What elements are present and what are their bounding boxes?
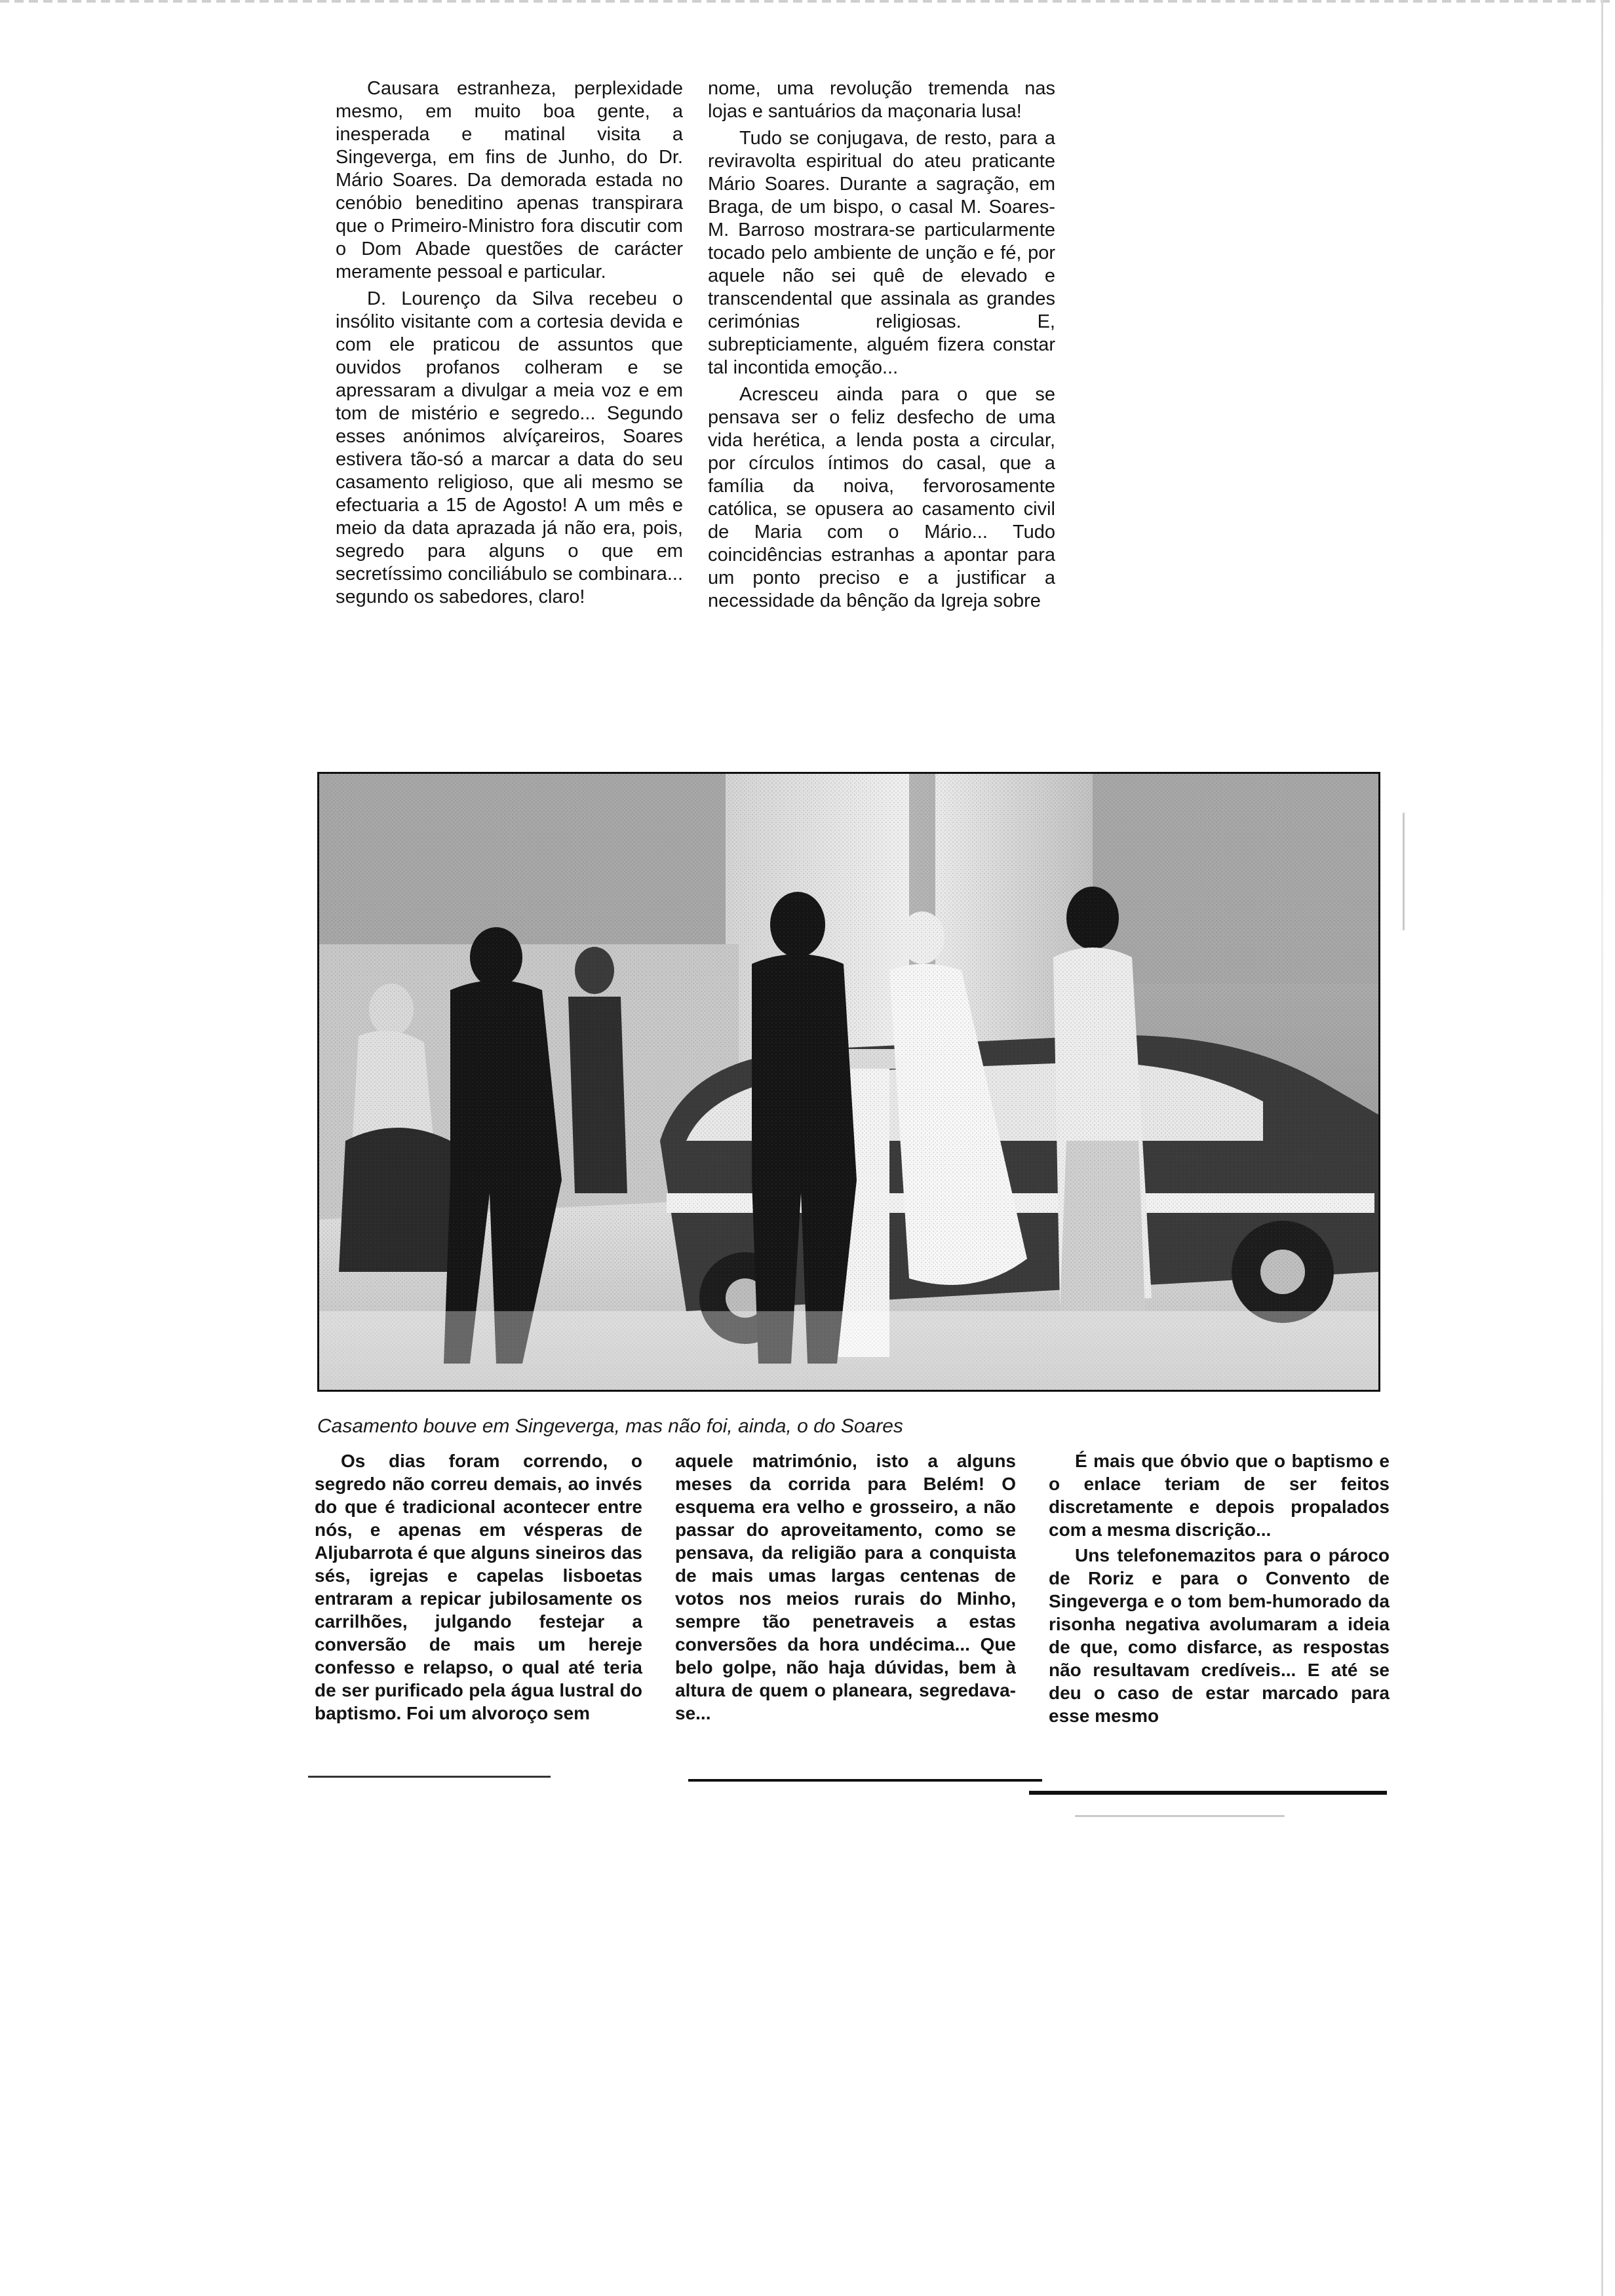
- page-top-edge: [0, 0, 1615, 3]
- column-rule-right: [1029, 1791, 1387, 1795]
- paragraph: aquele matrimónio, isto a alguns meses da corrida para Belém! O esquema era velho e grosseiro, a não passar do aproveitamento, como se pensava, da religião para a conquista de mais umas largas centenas de votos nos meios rurais do Minho, sempre tão penetraveis a estas conversões da hora undécima... Que belo golpe, não haja dúvidas, bem à altura de quem o planeara, segredava-se...: [675, 1451, 1016, 1723]
- paragraph: É mais que óbvio que o baptismo e o enlace teriam de ser feitos discretamente e depois propalados com a mesma discrição...: [1049, 1451, 1390, 1540]
- top-columns: [315, 77, 1390, 756]
- wedding-photo: [317, 772, 1380, 1392]
- photo-illustration: [319, 774, 1378, 1390]
- paragraph: Acresceu ainda para o que se pensava ser o feliz desfecho de uma vida herética, a lenda posta a circular, por círculos íntimos do casal, que a família da noiva, fervorosamente católica, se opusera ao casamento civil de Maria com o Mário... Tudo coincidências estranhas a apontar para um ponto preciso e a justificar a necessidade da bênção da Igreja sobre: [708, 384, 1055, 611]
- bottom-columns: [308, 1449, 1396, 1777]
- photo-caption: Casamento bouve em Singeverga, mas não foi, ainda, o do Soares: [317, 1415, 903, 1437]
- column-rule-left: [308, 1776, 551, 1778]
- paragraph: Causara estranheza, perplexidade mesmo, em muito boa gente, a inesperada e matinal visita a Singeverga, em fins de Junho, do Dr. Mário Soares. Da demorada estada no cenóbio beneditino apenas transpirara que o Primeiro-Ministro fora discutir com o Dom Abade questões de carácter meramente pessoal e particular.: [336, 78, 683, 282]
- column-rule-middle: [688, 1779, 1042, 1782]
- bottom-column-left: [315, 1449, 642, 1727]
- paragraph: D. Lourenço da Silva recebeu o insólito visitante com a cortesia devida e com ele praticou de assuntos que ouvidos profanos colheram e se apressaram a divulgar a meia voz e em tom de mistério e segredo... Segundo esses anónimos alvíçareiros, Soares estivera tão-só a marcar a data do seu casamento religioso, que ali mesmo se efectuaria a 15 de Agosto! A um mês e meio da data aprazada já não era, pois, segredo para alguns o que em secretíssimo conciliábulo se combinara... segundo os sabedores, claro!: [336, 288, 683, 607]
- page-right-edge: [1601, 0, 1603, 2296]
- column-left: [336, 77, 683, 613]
- article-top-text: [315, 77, 1390, 756]
- column-right: [708, 77, 1055, 617]
- paragraph: Tudo se conjugava, de resto, para a reviravolta espiritual do ateu praticante Mário Soares. Durante a sagração, em Braga, de um bispo, o casal M. Soares-M. Barroso mostrara-se particularmente tocado pelo ambiente de unção e fé, por aquele não sei quê de elevado e transcendental que assinala as grandes cerimónias religiosas. E, subrepticiamente, alguém fizera constar tal incontida emoção...: [708, 128, 1055, 378]
- scan-smudge: [1075, 1815, 1285, 1817]
- paragraph: Uns telefonemazitos para o pároco de Roriz e para o Convento de Singeverga e o tom bem-humorado da risonha negativa avolumaram a ideia de que, como disfarce, as respostas não resultavam credíveis... E até se deu o caso de estar marcado para esse mesmo: [1049, 1545, 1390, 1726]
- bottom-column-middle: [675, 1449, 1016, 1727]
- bottom-column-right: [1049, 1449, 1390, 1730]
- paragraph: Os dias foram correndo, o segredo não correu demais, ao invés do que é tradicional acontecer entre nós, e apenas em vésperas de Aljubarrota é que alguns sineiros das sés, igrejas e capelas lisboetas entraram a repicar jubilosamente os carrilhões, julgando festejar a conversão de mais um hereje confesso e relapso, o qual até teria de ser purificado pela água lustral do baptismo. Foi um alvoroço sem: [315, 1451, 642, 1723]
- scan-smudge: [1403, 813, 1405, 930]
- paragraph: nome, uma revolução tremenda nas lojas e santuários da maçonaria lusa!: [708, 78, 1055, 122]
